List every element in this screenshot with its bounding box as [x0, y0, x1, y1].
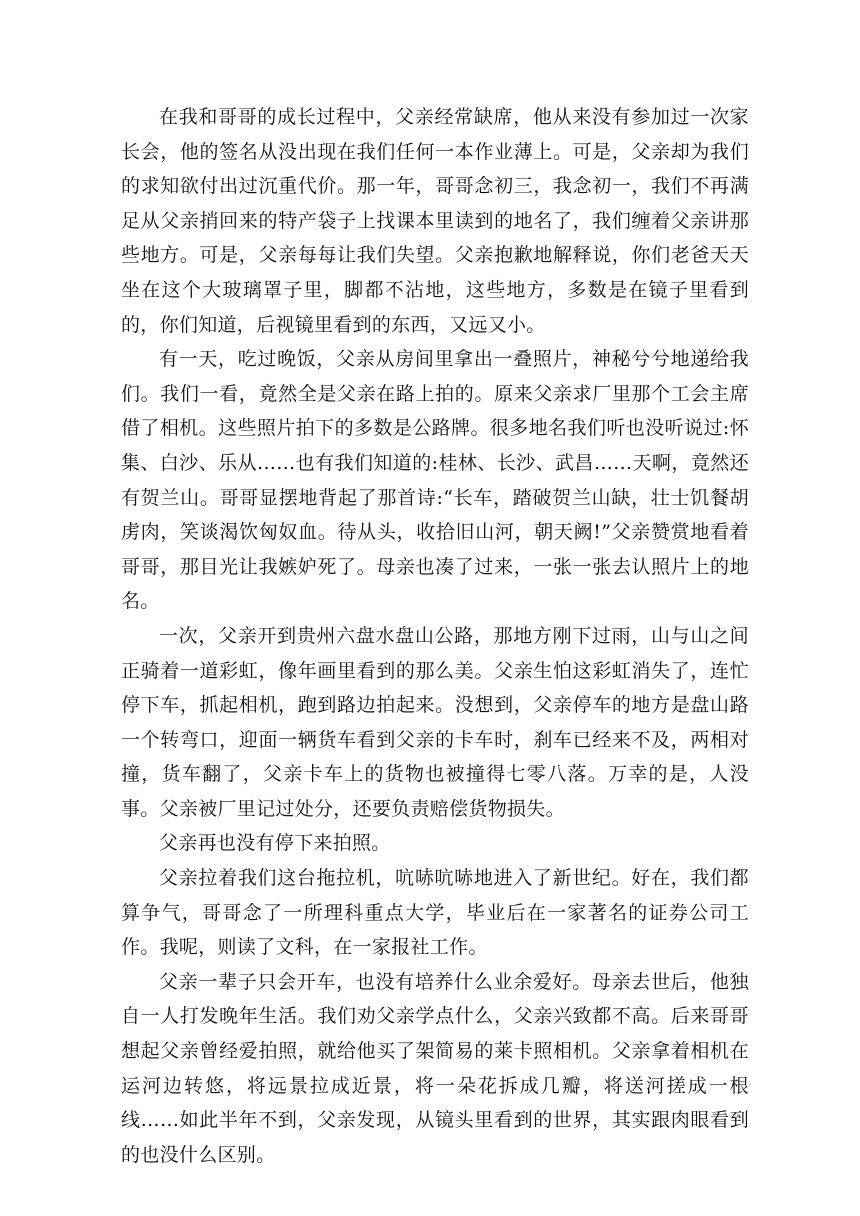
- document-body: [121, 100, 749, 1172]
- paragraph-3: 一次，父亲开到贵州六盘水盘山公路，那地方刚下过雨，山与山之间正骑着一道彩虹，像年画里看到的那么美。父亲生怕这彩虹消失了，连忙停下车，抓起相机，跑到路边拍起来。没想到，父亲停车的地方是盘山路一个转弯口，迎面一辆货车看到父亲的卡车时，刹车已经来不及，两相对撞，货车翻了，父亲卡车上的货物也被撞得七零八落。万幸的是，人没事。父亲被厂里记过处分，还要负责赔偿货物损失。: [121, 624, 749, 820]
- paragraph-4: 父亲再也没有停下来拍照。: [159, 832, 391, 855]
- paragraph-2: 有一天，吃过晚饭，父亲从房间里拿出一叠照片，神秘兮兮地递给我们。我们一看，竟然全是父亲在路上拍的。原来父亲求厂里那个工会主席借了相机。这些照片拍下的多数是公路牌。很多地名我们听也没听说过:怀集、白沙、乐从……也有我们知道的:桂林、长沙、武昌……天啊，竟然还有贺兰山。哥哥显摆地背起了那首诗:“长车，踏破贺兰山缺，壮士饥餐胡虏肉，笑谈渴饮匈奴血。待从头，收拾旧山河，朝天阙!”父亲赞赏地看着哥哥，那目光让我嫉妒死了。母亲也凑了过来，一张一张去认照片上的地名。: [121, 348, 749, 613]
- paragraph-1: 在我和哥哥的成长过程中，父亲经常缺席，他从来没有参加过一次家长会，他的签名从没出现在我们任何一本作业薄上。可是，父亲却为我们的求知欲付出过沉重代价。那一年，哥哥念初三，我念初一，我们不再满足从父亲捎回来的特产袋子上找课本里读到的地名了，我们缠着父亲讲那些地方。可是，父亲每每让我们失望。父亲抱歉地解释说，你们老爸天天坐在这个大玻璃罩子里，脚都不沾地，这些地方，多数是在镜子里看到的，你们知道，后视镜里看到的东西，又远又小。: [121, 106, 749, 336]
- paragraph-6: 父亲一辈子只会开车，也没有培养什么业余爱好。母亲去世后，他独自一人打发晚年生活。我们劝父亲学点什么，父亲兴致都不高。后来哥哥想起父亲曾经爱拍照，就给他买了架简易的莱卡照相机。父亲拿着相机在运河边转悠，将远景拉成近景，将一朵花拆成几瓣，将送河搓成一根线……如此半年不到，父亲发现，从镜头里看到的世界，其实跟肉眼看到的也没什么区别。: [121, 970, 749, 1166]
- paragraph-5: 父亲拉着我们这台拖拉机，吭哧吭哧地进入了新世纪。好在，我们都算争气，哥哥念了一所理科重点大学，毕业后在一家著名的证券公司工作。我呢，则读了文科，在一家报社工作。: [121, 867, 749, 959]
